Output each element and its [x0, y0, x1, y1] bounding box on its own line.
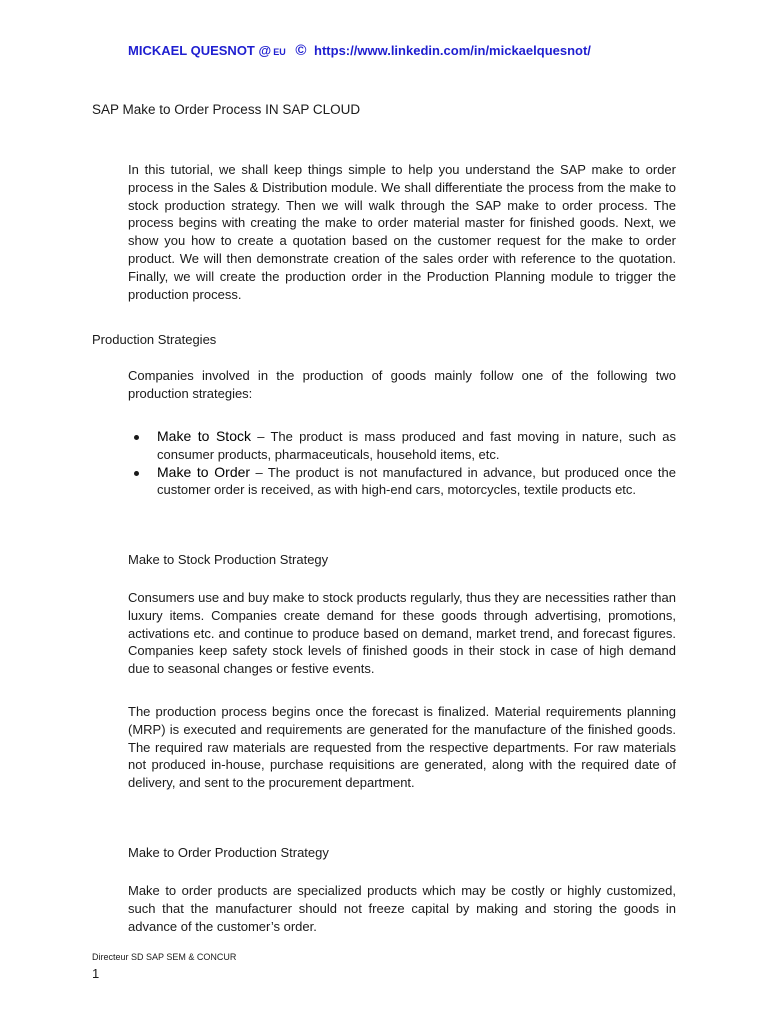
mto-paragraph-1: Make to order products are specialized products which may be costly or highly customized, such that the manufacturer should not freeze capital by making and storing the goods in advance of the customer’s order. — [128, 883, 676, 934]
production-strategies-heading: Production Strategies — [92, 332, 217, 347]
at-symbol: @ — [258, 43, 272, 58]
linkedin-link[interactable]: https://www.linkedin.com/in/mickaelquesnot/ — [314, 43, 591, 58]
list-item-text: – The product is not manufactured in advance, but produced once the customer order is received, as with high-end cars, motorcycles, textile products etc. — [157, 464, 676, 498]
list-item-term: Make to Stock — [157, 428, 251, 444]
list-item — [128, 428, 676, 464]
strategies-list — [128, 428, 676, 499]
footer-note: Directeur SD SAP SEM & CONCUR — [92, 952, 237, 962]
intro-paragraph: In this tutorial, we shall keep things simple to help you understand the SAP make to order process in the Sales & Distribution module. We shall differentiate the process from the make to stock production strategy. Then we will walk through the SAP make to order process. The process begins with creating the make to order material master for finished goods. Next, we show you how to create a quotation based on the customer request for the make to order product. We will then demonstrate creation of the sales order with reference to the quotation. Finally, we will create the production order in the Production Planning module to trigger the production process. — [128, 162, 676, 302]
mts-paragraph-1: Consumers use and buy make to stock products regularly, thus they are necessities rather than luxury items. Companies create demand for these goods through advertising, promotions, activations etc. and continue to produce based on demand, market trend, and forecast figures. Companies keep safety stock levels of finished goods in their stock in case of high demand due to seasonal changes or festive events. — [128, 590, 676, 677]
mts-heading: Make to Stock Production Strategy — [128, 552, 329, 567]
list-item-term: Make to Order — [157, 463, 251, 480]
author-name: MICKAEL QUESNOT — [128, 43, 255, 58]
document-header — [128, 42, 591, 59]
list-item — [128, 464, 676, 500]
copyright-icon: © — [295, 42, 307, 59]
mto-heading: Make to Order Production Strategy — [128, 845, 329, 860]
document-title: SAP Make to Order Process IN SAP CLOUD — [92, 102, 361, 117]
eu-label: EU — [273, 47, 286, 57]
mts-paragraph-2: The production process begins once the forecast is finalized. Material requirements planning (MRP) is executed and requirements are generated for the manufacture of the finished goods. The required raw materials are requested from the respective departments. For raw materials not produced in-house, purchase requisitions are generated, along with the required date of delivery, and sent to the procurement department. — [128, 704, 676, 791]
strategies-intro-paragraph: Companies involved in the production of goods mainly follow one of the following two production strategies: — [128, 368, 676, 401]
list-item-text: – The product is mass produced and fast moving in nature, such as consumer products, pharmaceuticals, household items, etc. — [157, 429, 676, 462]
page-number: 1 — [92, 966, 100, 981]
